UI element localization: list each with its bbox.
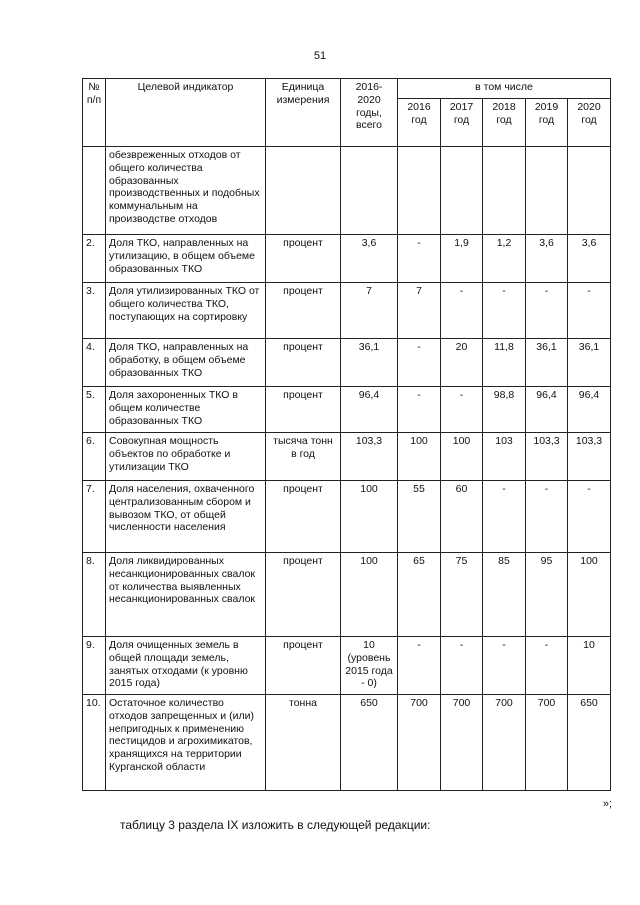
row-value-2017	[441, 147, 483, 235]
row-num	[83, 147, 106, 235]
row-value-2016: 65	[398, 553, 441, 637]
header-indicator: Целевой индикатор	[106, 79, 266, 147]
row-value-2016: 55	[398, 481, 441, 553]
row-total: 96,4	[341, 387, 398, 433]
row-value-2020: 100	[568, 553, 611, 637]
row-num: 7.	[83, 481, 106, 553]
row-num: 3.	[83, 283, 106, 339]
target-indicators-table	[82, 78, 611, 791]
row-num: 4.	[83, 339, 106, 387]
row-value-2016	[398, 147, 441, 235]
row-value-2017: 100	[441, 433, 483, 481]
row-total: 100	[341, 481, 398, 553]
row-value-2016: 100	[398, 433, 441, 481]
row-value-2019	[526, 147, 568, 235]
row-total: 3,6	[341, 235, 398, 283]
row-indicator: Доля утилизированных ТКО от общего количества ТКО, поступающих на сортировку	[106, 283, 266, 339]
header-year-2017: 2017 год	[441, 99, 483, 147]
instruction-text: таблицу 3 раздела IX изложить в следующей редакции:	[120, 818, 431, 832]
row-value-2020	[568, 147, 611, 235]
row-indicator: Доля населения, охваченного централизованным сбором и вывозом ТКО, от общей численности населения	[106, 481, 266, 553]
row-value-2017: 700	[441, 695, 483, 791]
row-value-2019: -	[526, 481, 568, 553]
row-num: 6.	[83, 433, 106, 481]
row-value-2019: 103,3	[526, 433, 568, 481]
row-value-2020: 650	[568, 695, 611, 791]
row-value-2018: 11,8	[483, 339, 526, 387]
header-year-2019: 2019 год	[526, 99, 568, 147]
row-value-2018	[483, 147, 526, 235]
row-value-2020: 103,3	[568, 433, 611, 481]
row-value-2018: 103	[483, 433, 526, 481]
table-row	[83, 147, 611, 235]
row-num: 5.	[83, 387, 106, 433]
row-value-2020: 3,6	[568, 235, 611, 283]
row-value-2018: 85	[483, 553, 526, 637]
row-indicator: Доля ликвидированных несанкционированных свалок от количества выявленных несанкционированных свалок	[106, 553, 266, 637]
row-value-2019: 3,6	[526, 235, 568, 283]
row-unit: процент	[266, 481, 341, 553]
row-value-2019: 95	[526, 553, 568, 637]
row-total: 100	[341, 553, 398, 637]
row-total: 7	[341, 283, 398, 339]
row-value-2020: -	[568, 481, 611, 553]
row-unit	[266, 147, 341, 235]
row-total: 103,3	[341, 433, 398, 481]
row-value-2020: 36,1	[568, 339, 611, 387]
row-value-2016: -	[398, 637, 441, 695]
row-total	[341, 147, 398, 235]
row-value-2019: -	[526, 637, 568, 695]
header-including: в том числе	[398, 79, 611, 99]
row-value-2020: 10	[568, 637, 611, 695]
row-total: 650	[341, 695, 398, 791]
row-value-2016: 700	[398, 695, 441, 791]
row-value-2017: 60	[441, 481, 483, 553]
row-value-2016: 7	[398, 283, 441, 339]
header-year-2016: 2016 год	[398, 99, 441, 147]
row-value-2017: 1,9	[441, 235, 483, 283]
row-num: 8.	[83, 553, 106, 637]
row-total: 10 (уровень 2015 года - 0)	[341, 637, 398, 695]
row-value-2019: 700	[526, 695, 568, 791]
row-value-2016: -	[398, 235, 441, 283]
row-value-2020: 96,4	[568, 387, 611, 433]
row-indicator: Доля ТКО, направленных на обработку, в общем объеме образованных ТКО	[106, 339, 266, 387]
table-row	[83, 637, 611, 695]
row-value-2018: -	[483, 637, 526, 695]
row-value-2019: 96,4	[526, 387, 568, 433]
row-indicator: Доля ТКО, направленных на утилизацию, в общем объеме образованных ТКО	[106, 235, 266, 283]
row-value-2018: -	[483, 481, 526, 553]
closing-quote: »;	[602, 798, 612, 810]
row-value-2020: -	[568, 283, 611, 339]
row-value-2016: -	[398, 339, 441, 387]
row-value-2017: 75	[441, 553, 483, 637]
row-indicator: Совокупная мощность объектов по обработке и утилизации ТКО	[106, 433, 266, 481]
header-total: 2016-2020 годы, всего	[341, 79, 398, 147]
row-num: 9.	[83, 637, 106, 695]
row-value-2019: -	[526, 283, 568, 339]
row-value-2017: -	[441, 387, 483, 433]
header-num: № п/п	[83, 79, 106, 147]
row-value-2018: -	[483, 283, 526, 339]
row-unit: процент	[266, 283, 341, 339]
table-row	[83, 235, 611, 283]
table-row	[83, 481, 611, 553]
row-value-2018: 700	[483, 695, 526, 791]
row-value-2017: -	[441, 283, 483, 339]
table-row	[83, 433, 611, 481]
header-unit: Единица измерения	[266, 79, 341, 147]
table-row	[83, 339, 611, 387]
row-indicator: Остаточное количество отходов запрещенных и (или) непригодных к применению пестицидов и агрохимикатов, хранящихся на территории Курганской области	[106, 695, 266, 791]
row-indicator: Доля очищенных земель в общей площади земель, занятых отходами (к уровню 2015 года)	[106, 637, 266, 695]
row-unit: процент	[266, 339, 341, 387]
row-num: 10.	[83, 695, 106, 791]
row-num: 2.	[83, 235, 106, 283]
row-unit: процент	[266, 553, 341, 637]
row-value-2019: 36,1	[526, 339, 568, 387]
row-value-2018: 98,8	[483, 387, 526, 433]
row-value-2018: 1,2	[483, 235, 526, 283]
row-value-2016: -	[398, 387, 441, 433]
row-unit: тысяча тонн в год	[266, 433, 341, 481]
header-year-2020: 2020 год	[568, 99, 611, 147]
table-row	[83, 695, 611, 791]
row-value-2017: -	[441, 637, 483, 695]
row-value-2017: 20	[441, 339, 483, 387]
header-year-2018: 2018 год	[483, 99, 526, 147]
table-row	[83, 387, 611, 433]
row-unit: процент	[266, 235, 341, 283]
page-number: 51	[313, 50, 327, 62]
row-unit: процент	[266, 387, 341, 433]
row-unit: процент	[266, 637, 341, 695]
row-total: 36,1	[341, 339, 398, 387]
row-indicator: Доля захороненных ТКО в общем количестве образованных ТКО	[106, 387, 266, 433]
table-row	[83, 283, 611, 339]
row-indicator: обезвреженных отходов от общего количества образованных производственных и подобных коммунальным на производстве отходов	[106, 147, 266, 235]
table-row	[83, 553, 611, 637]
row-unit: тонна	[266, 695, 341, 791]
